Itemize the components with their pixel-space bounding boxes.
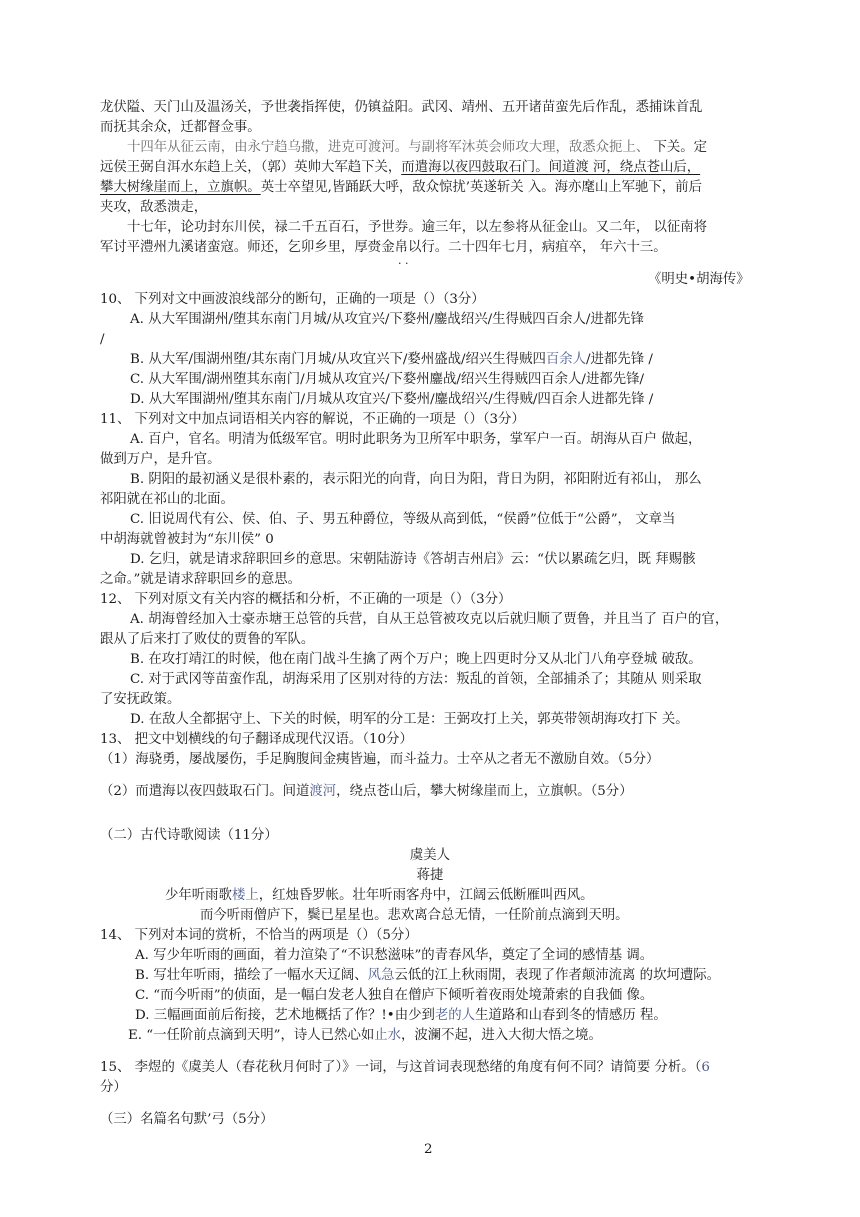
- option-text: /进都先锋 /: [586, 352, 653, 367]
- option-c-continued: 了安抚政策。: [100, 692, 181, 707]
- option-text: E. “一任阶前点滴到天明”，诗人已然心如: [128, 1028, 375, 1043]
- passage-text: 英士卒望见,皆踊跃大呼，敌众惊扰’英遂斩关 入。海亦麾山上军驰下，前后: [260, 180, 702, 195]
- option-text: 老的人: [434, 1008, 476, 1023]
- question-13-title: 13、 把文中划横线的句子翻译成现代汉语。（10分）: [100, 732, 413, 747]
- option-d: [135, 1006, 667, 1025]
- option-text: B. 从大军/围湖州堕/其东南门月城/从攻宜兴下/婺州盛战/绍兴生得贼四: [130, 352, 546, 367]
- poem-text: ，红烛昏罗帐。壮年听雨客舟中，江阔云低断雁叫西风。: [258, 888, 594, 903]
- poem-author: 蒋捷: [416, 868, 444, 883]
- passage-source: 《明史•胡海传》: [648, 272, 750, 287]
- page-number: 2: [424, 1142, 433, 1157]
- passage-line: 军讨平澧州九溪诸蛮寇。师还，乞卯乡里，厚赍金帛以行。二十四年七月，病疽卒， 年六十三。: [100, 240, 667, 255]
- option-text: 止水: [374, 1028, 402, 1043]
- passage-text: 远侯王弼自洱水东趋上关，（郭）英帅大军趋下关，: [100, 160, 402, 175]
- option-c: C. “而今听雨”的侦面，是一幅白发老人独自在僧庐下倾听着夜雨处境萧索的自我価 像。: [135, 988, 654, 1003]
- option-text: 百余人: [545, 352, 587, 367]
- passage-line: 而抚其余众，迁都督佥事。: [100, 120, 261, 135]
- option-c: C. 对于武冈等苗蛮作乱，胡海采用了区别对待的方法：叛乱的首领，全部捕杀了；其随从 则采取: [130, 672, 702, 687]
- question-15: [100, 1058, 710, 1077]
- option-b: [135, 966, 720, 985]
- question-text: 15、 李煜的《虞美人（春花秋月何时了）》一词，与这首词表现愁绪的角度有何不同？请简要 分析。（: [100, 1060, 702, 1075]
- question-10-title: 10、 下列对文中画波浪线部分的断句，正确的一项是（）（3分）: [100, 292, 485, 307]
- option-text: 生道路和山春到冬的情感历 程。: [475, 1008, 667, 1023]
- option-text: ，波澜不起，进入大彻大悟之境。: [401, 1028, 602, 1043]
- option-b: [130, 350, 653, 369]
- option-text: D. 三幅画面前后衔接，艺术地概括了作？!•由少到: [135, 1008, 435, 1023]
- sentence-text: （2）而遣海以夜四鼓取石门。间道: [100, 784, 310, 799]
- option-c: C. 从大军围/湖州堕其东南门/月城从攻宜兴/下婺州鏖战/绍兴生得贼四百余人/进都先锋/: [130, 372, 645, 387]
- option-d: D. 在敌人全都据守上、下关的时候，明军的分工是：王弼攻打上关，郭英带领胡海攻打下 关。: [130, 712, 689, 727]
- sentence-text: 渡河: [309, 784, 337, 799]
- question-11-title: 11、 下列对文中加点词语相关内容的解说，不正确的一项是（）（3分）: [100, 412, 525, 427]
- underlined-sentence: 而遣海以夜四鼓取石门。间道渡 河，绕点苍山后，: [401, 160, 701, 175]
- passage-line: 十七年，论功封东川侯，禄二千五百石，予世券。逾三年，以左参将从征金山。又二年， 以征南将: [127, 220, 708, 235]
- poem-line: [165, 886, 594, 905]
- passage-line: [100, 158, 700, 177]
- poetry-section-heading: （二）古代诗歌阅读（11分）: [100, 828, 278, 843]
- option-c-continued: 中胡海就曾被封为“东川侯” 0: [100, 532, 274, 547]
- option-b: B. 阴阳的最初涵义是很朴素的，表示阳光的向背，向日为阳，背日为阴，祁阳附近有祁山， 那么: [130, 472, 702, 487]
- question-14-title: 14、 下列对本词的赏析，不恰当的两项是（）（5分）: [100, 928, 418, 943]
- option-a: A. 百户，官名。明清为低级军官。明时此职务为卫所军中职务，掌军户一百。胡海从百户 做起，: [130, 432, 702, 447]
- question-12-title: 12、 下列对原文有关内容的概括和分析，不正确的一项是（）（3分）: [100, 592, 512, 607]
- sentence-text: ，绕点苍山后，攀大树缘崖而上，立旗帜。（5分）: [336, 784, 633, 799]
- option-a-continued: 跟从了后来打了败仗的贾鲁的军队。: [100, 632, 315, 647]
- passage-line: 龙伏隘、天门山及温汤关，予世袭指挥使，仍镇益阳。武冈、靖州、五开诸苗蛮先后作乱，悉捕诛首乱: [100, 100, 703, 115]
- option-text: B. 写壮年听雨，描绘了一幅水天辽阔、: [135, 968, 368, 983]
- poem-text: 楼上: [231, 888, 259, 903]
- passage-line: [100, 178, 702, 197]
- poem-title: 虞美人: [409, 848, 451, 863]
- passage-text: 下关。定: [649, 140, 708, 155]
- option-d-continued: 之命。”就是请求辞职回乡的意思。: [100, 572, 302, 587]
- poem-line: 而今听雨僧庐下，鬓已星星也。悲欢离合总无情，一任阶前点滴到天明。: [200, 908, 629, 923]
- underlined-sentence: 攀大树缘崖而上，立旗帜。: [100, 180, 261, 195]
- option-a: A. 从大军围湖州/堕其东南门月城/从攻宜兴/下婺州/鏖战绍兴/生得贼四百余人/进都先锋: [130, 312, 644, 327]
- option-a: A. 写少年听雨的画面，着力渲染了“不识愁滋味”的青春风华，奠定了全词的感情基 调。: [135, 948, 654, 963]
- option-e: [128, 1026, 602, 1045]
- translation-sentence-2: [100, 782, 633, 801]
- passage-line: [127, 138, 707, 157]
- passage-text: 十四年从征云南，由永宁趋乌撒，进克可渡河。与副将军沐英会师攻大理，敌悉众扼上、: [127, 140, 650, 155]
- option-b: B. 在攻打靖江的时候，他在南门战斗生擒了两个万户；晚上四更时分又从北门八角亭登城 破敌。: [130, 652, 702, 667]
- option-text: 云低的江上秋雨閒，表现了作者颠沛流离 的坎坷遭际。: [394, 968, 721, 983]
- passage-line: 夹攻，敌悉溃走，: [100, 200, 208, 215]
- question-text: 6: [701, 1060, 710, 1075]
- recitation-section-heading: （三）名篇名句默’弓（5分）: [100, 1112, 274, 1127]
- option-a-continued: 做到万户，是升官。: [100, 452, 221, 467]
- option-a: A. 胡海曾经加入士豪赤塘王总管的兵营，自从王总管被攻克以后就归顺了贾鲁，并且当了 百户的官，: [130, 612, 729, 627]
- option-text: 风急: [367, 968, 395, 983]
- option-b-continued: 祁阳就在祁山的北面。: [100, 492, 234, 507]
- translation-sentence-1: （1）海骁勇，屡战屡伤，手足胸腹间金痍皆遍，而斗益力。士卒从之者无不激励自效。（5分）: [100, 752, 660, 767]
- option-d: D. 从大军围湖州/堕其东南门/月城从攻宜兴/下婺州/鏖战绍兴/生得贼/四百余人进都先锋 /: [130, 392, 654, 407]
- question-15-continued: 分）: [100, 1080, 127, 1095]
- option-c: C. 旧说周代有公、侯、伯、子、男五种爵位，等级从高到低，“侯爵”位低于“公爵”， 文章当: [130, 512, 676, 527]
- option-a-continued: /: [100, 332, 105, 347]
- option-d: D. 乞归，就是请求辞职回乡的意思。宋朝陆游诗《答胡吉州启》云：“伏以累疏乞归，既 拜赐骸: [130, 552, 696, 567]
- poem-text: 少年听雨歌: [165, 888, 232, 903]
- emphasis-dots: · ·: [398, 257, 409, 270]
